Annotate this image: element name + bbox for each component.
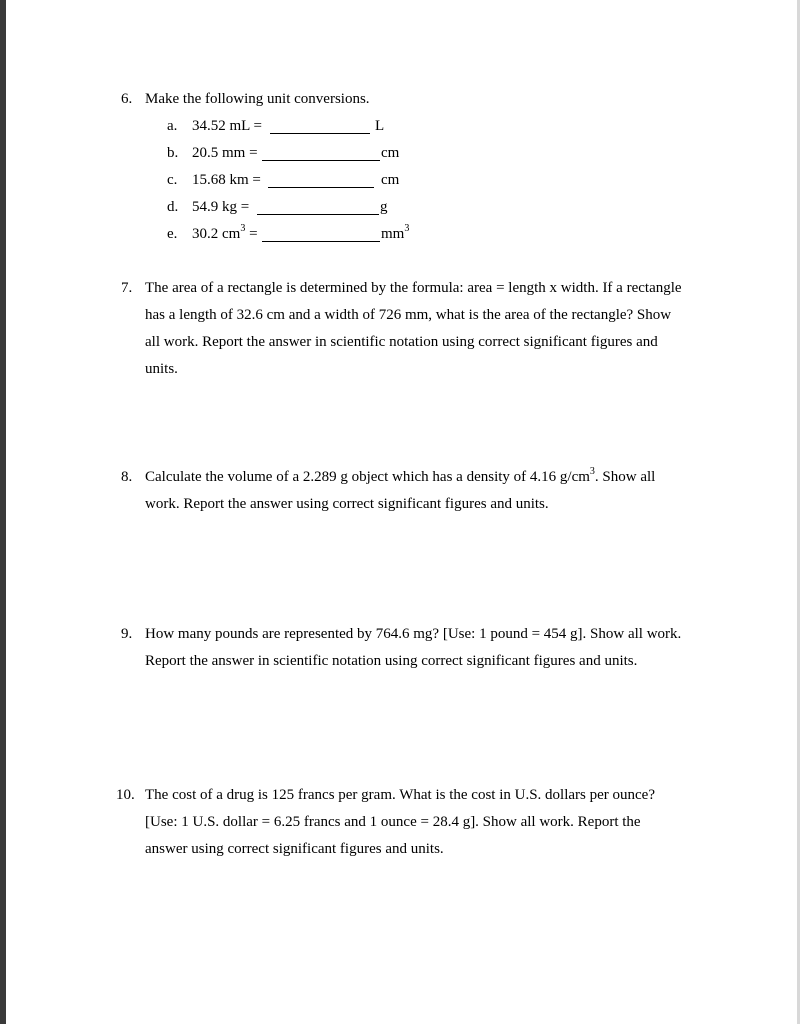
- answer-blank[interactable]: [257, 200, 379, 215]
- conversion-letter: e.: [167, 226, 178, 242]
- target-unit: g: [380, 199, 388, 215]
- conversion-expression: 30.2 $cm^3$ =: [192, 223, 258, 242]
- question-number: 8.: [121, 469, 133, 485]
- question-prompt: The cost of a drug is 125 francs per gram. What is the cost in U.S. dollars per ounce? [Use: 1 U.S. dollar = 6.25 francs and 1 ounce = 28.4 g]. Show all work. Report the answer using correct significant figures and units.: [145, 787, 655, 857]
- question-prompt: Calculate the volume of a 2.289 g object which has a density of 4.16 $g/cm^3$. Show all work. Report the answer using correct significant figures and units.: [145, 466, 656, 512]
- question-number: 9.: [121, 626, 133, 642]
- question-number: 7.: [121, 280, 133, 296]
- target-unit: L: [375, 118, 385, 134]
- question-prompt: How many pounds are represented by 764.6 mg? [Use: 1 pound = 454 g]. Show all work. Report the answer in scientific notation using correct significant figures and units.: [145, 626, 682, 669]
- answer-blank[interactable]: [262, 227, 380, 242]
- question-prompt: The area of a rectangle is determined by the formula: area = length x width. If a rectangle has a length of 32.6 cm and a width of 726 mm, what is the area of the rectangle? Show all work. Report the answer in scientific notation using correct significant figures and units.: [145, 280, 682, 377]
- conversion-expression: 15.68 km =: [192, 172, 261, 188]
- conversion-letter: b.: [167, 145, 179, 161]
- target-unit: cm: [381, 172, 400, 188]
- conversion-letter: d.: [167, 199, 179, 215]
- question-prompt: Make the following unit conversions.: [145, 91, 370, 107]
- question-number: 10.: [116, 787, 135, 803]
- conversion-expression: 54.9 kg =: [192, 199, 250, 215]
- answer-blank[interactable]: [262, 146, 380, 161]
- answer-blank[interactable]: [268, 173, 374, 188]
- answer-blank[interactable]: [270, 119, 370, 134]
- page-left-border: [0, 0, 6, 1024]
- conversion-expression: 34.52 mL =: [192, 118, 262, 134]
- conversion-letter: a.: [167, 118, 178, 134]
- question-number: 6.: [121, 91, 133, 107]
- target-unit: $mm^3$: [381, 223, 410, 242]
- target-unit: cm: [381, 145, 400, 161]
- conversion-letter: c.: [167, 172, 178, 188]
- conversion-expression: 20.5 mm =: [192, 145, 258, 161]
